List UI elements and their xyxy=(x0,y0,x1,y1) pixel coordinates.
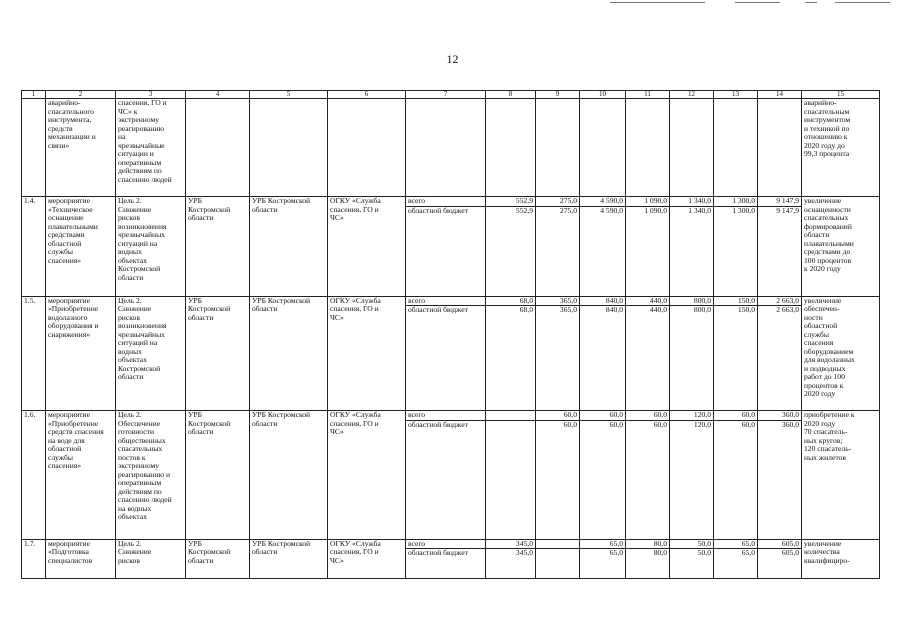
source-total: всего xyxy=(406,296,486,306)
coexecutor-cell: УРБ Костромской области xyxy=(250,296,328,411)
value-cell: 1 300,0 xyxy=(714,197,758,207)
column-header: 6 xyxy=(328,91,406,99)
source-total: всего xyxy=(406,197,486,207)
value-cell: 9 147,9 xyxy=(758,206,802,296)
responsible-cell: УРБ Костромской области xyxy=(186,197,250,297)
row-number: 1.4. xyxy=(22,197,46,297)
value-cell: 1 340,0 xyxy=(670,197,714,207)
column-header: 3 xyxy=(116,91,186,99)
program-table xyxy=(21,90,880,579)
value-cell: 440,0 xyxy=(626,296,670,306)
value-cell: 2 663,0 xyxy=(758,306,802,411)
value-cell: 345,0 xyxy=(486,539,536,549)
value-cell: 50,0 xyxy=(670,539,714,549)
column-header: 8 xyxy=(486,91,536,99)
scan-artifact xyxy=(805,2,817,3)
value-cell xyxy=(536,549,580,579)
value-cell xyxy=(486,420,536,539)
value-cell: 440,0 xyxy=(626,306,670,411)
value-cell: 840,0 xyxy=(580,306,626,411)
goal-cell: Цель 2. Снижение рисков xyxy=(116,539,186,579)
scan-artifact xyxy=(835,2,890,3)
page-number: 12 xyxy=(446,52,459,66)
value-cell: 150,0 xyxy=(714,306,758,411)
executor-cell: ОГКУ «Служба спасения, ГО и ЧС» xyxy=(328,411,406,540)
scan-artifact xyxy=(610,2,705,3)
column-header: 7 xyxy=(406,91,486,99)
column-header: 13 xyxy=(714,91,758,99)
table-row xyxy=(22,539,880,549)
value-cell: 1 090,0 xyxy=(626,206,670,296)
source-regional: областной бюджет xyxy=(406,420,486,539)
goal-cell: Цель 2. Снижение рисков возникновения чрезвычайных ситуаций на водных объектах Костромской области xyxy=(116,197,186,297)
source-regional: областной бюджет xyxy=(406,549,486,579)
goal-cell: спасения, ГО и ЧС» к экстренному реагированию на чрезвычайные ситуации и оперативным действиям по спасению людей xyxy=(116,99,186,197)
coexecutor-cell: УРБ Костромской области xyxy=(250,411,328,540)
measure-cell: мероприятие «Приобретение водолазного оборудования и снаряжения» xyxy=(46,296,116,411)
value-cell: 60,0 xyxy=(580,420,626,539)
column-number-row xyxy=(22,91,880,99)
executor-cell: ОГКУ «Служба спасения, ГО и ЧС» xyxy=(328,197,406,297)
value-cell: 360,0 xyxy=(758,411,802,421)
column-header: 15 xyxy=(802,91,880,99)
goal-cell: Цель 2. Снижение рисков возникновения чрезвычайных ситуаций на водных объектах Костромской области xyxy=(116,296,186,411)
value-cell: 60,0 xyxy=(714,411,758,421)
value-cell xyxy=(536,539,580,549)
value-cell: 60,0 xyxy=(536,420,580,539)
measure-cell: аварийно- спасательного инструмента, средств механизации и связи» xyxy=(46,99,116,197)
value-cell: 120,0 xyxy=(670,420,714,539)
value-cell: 150,0 xyxy=(714,296,758,306)
executor-cell: ОГКУ «Служба спасения, ГО и ЧС» xyxy=(328,539,406,579)
value-cell: 60,0 xyxy=(580,411,626,421)
value-cell: 345,0 xyxy=(486,549,536,579)
column-header: 1 xyxy=(22,91,46,99)
column-header: 12 xyxy=(670,91,714,99)
value-cell: 65,0 xyxy=(580,539,626,549)
value-cell: 365,0 xyxy=(536,306,580,411)
goal-cell: Цель 2. Обеспечение готовности общественных спасательных постов к экстренному реагированию и оперативным действиям по спасению людей на водных объектах xyxy=(116,411,186,540)
responsible-cell: УРБ Костромской области xyxy=(186,539,250,579)
value-cell: 80,0 xyxy=(626,549,670,579)
measure-cell: мероприятие «Техническое оснащение плавательными средствами областной службы спасения» xyxy=(46,197,116,297)
value-cell: 65,0 xyxy=(714,549,758,579)
result-cell: увеличение обеспечен- ности областной службы спасения оборудованием для водолазных и подводных работ до 100 процентов к 2020 году xyxy=(802,296,880,411)
value-cell: 60,0 xyxy=(714,420,758,539)
column-header: 9 xyxy=(536,91,580,99)
value-cell: 65,0 xyxy=(580,549,626,579)
value-cell: 840,0 xyxy=(580,296,626,306)
value-cell: 4 590,0 xyxy=(580,206,626,296)
coexecutor-cell: УРБ Костромской области xyxy=(250,197,328,297)
table-row xyxy=(22,197,880,207)
value-cell: 365,0 xyxy=(536,296,580,306)
value-cell: 2 663,0 xyxy=(758,296,802,306)
result-cell: увеличение количества квалифициро- xyxy=(802,539,880,579)
column-header: 4 xyxy=(186,91,250,99)
value-cell: 4 590,0 xyxy=(580,197,626,207)
value-cell: 552,9 xyxy=(486,197,536,207)
value-cell: 60,0 xyxy=(626,411,670,421)
column-header: 14 xyxy=(758,91,802,99)
value-cell: 275,0 xyxy=(536,197,580,207)
value-cell: 65,0 xyxy=(714,539,758,549)
scan-artifact xyxy=(735,2,780,3)
value-cell: 9 147,9 xyxy=(758,197,802,207)
value-cell: 605,0 xyxy=(758,549,802,579)
column-header: 2 xyxy=(46,91,116,99)
result-cell: аварийно- спасательным инструментом и техникой по отношению к 2020 году до 99,3 процента xyxy=(802,99,880,197)
result-cell: увеличение оснащенности спасательных формирований области плавательными средствами до 100 процентов к 2020 году xyxy=(802,197,880,297)
value-cell: 68,0 xyxy=(486,306,536,411)
executor-cell: ОГКУ «Служба спасения, ГО и ЧС» xyxy=(328,296,406,411)
value-cell: 1 090,0 xyxy=(626,197,670,207)
value-cell xyxy=(486,411,536,421)
measure-cell: мероприятие «Подготовка специалистов xyxy=(46,539,116,579)
source-total: всего xyxy=(406,539,486,549)
value-cell: 60,0 xyxy=(626,420,670,539)
value-cell: 800,0 xyxy=(670,306,714,411)
column-header: 11 xyxy=(626,91,670,99)
value-cell: 120,0 xyxy=(670,411,714,421)
row-number: 1.5. xyxy=(22,296,46,411)
value-cell: 800,0 xyxy=(670,296,714,306)
responsible-cell: УРБ Костромской области xyxy=(186,296,250,411)
value-cell: 360,0 xyxy=(758,420,802,539)
value-cell: 50,0 xyxy=(670,549,714,579)
responsible-cell: УРБ Костромской области xyxy=(186,411,250,540)
column-header: 5 xyxy=(250,91,328,99)
table-row-continuation xyxy=(22,99,880,197)
value-cell: 80,0 xyxy=(626,539,670,549)
value-cell: 60,0 xyxy=(536,411,580,421)
result-cell: приобретение к 2020 году 70 спасатель- ных кругов; 120 спасатель- ных жилетов xyxy=(802,411,880,540)
source-total: всего xyxy=(406,411,486,421)
table-row xyxy=(22,296,880,306)
value-cell: 275,0 xyxy=(536,206,580,296)
row-number: 1.7. xyxy=(22,539,46,579)
value-cell: 605,0 xyxy=(758,539,802,549)
column-header: 10 xyxy=(580,91,626,99)
measure-cell: мероприятие «Приобретение средств спасения на воде для областной службы спасения» xyxy=(46,411,116,540)
row-number: 1.6. xyxy=(22,411,46,540)
source-regional: областной бюджет xyxy=(406,306,486,411)
value-cell: 552,9 xyxy=(486,206,536,296)
coexecutor-cell: УРБ Костромской области xyxy=(250,539,328,579)
table-row xyxy=(22,411,880,421)
value-cell: 1 340,0 xyxy=(670,206,714,296)
value-cell: 68,0 xyxy=(486,296,536,306)
value-cell: 1 300,0 xyxy=(714,206,758,296)
source-regional: областной бюджет xyxy=(406,206,486,296)
